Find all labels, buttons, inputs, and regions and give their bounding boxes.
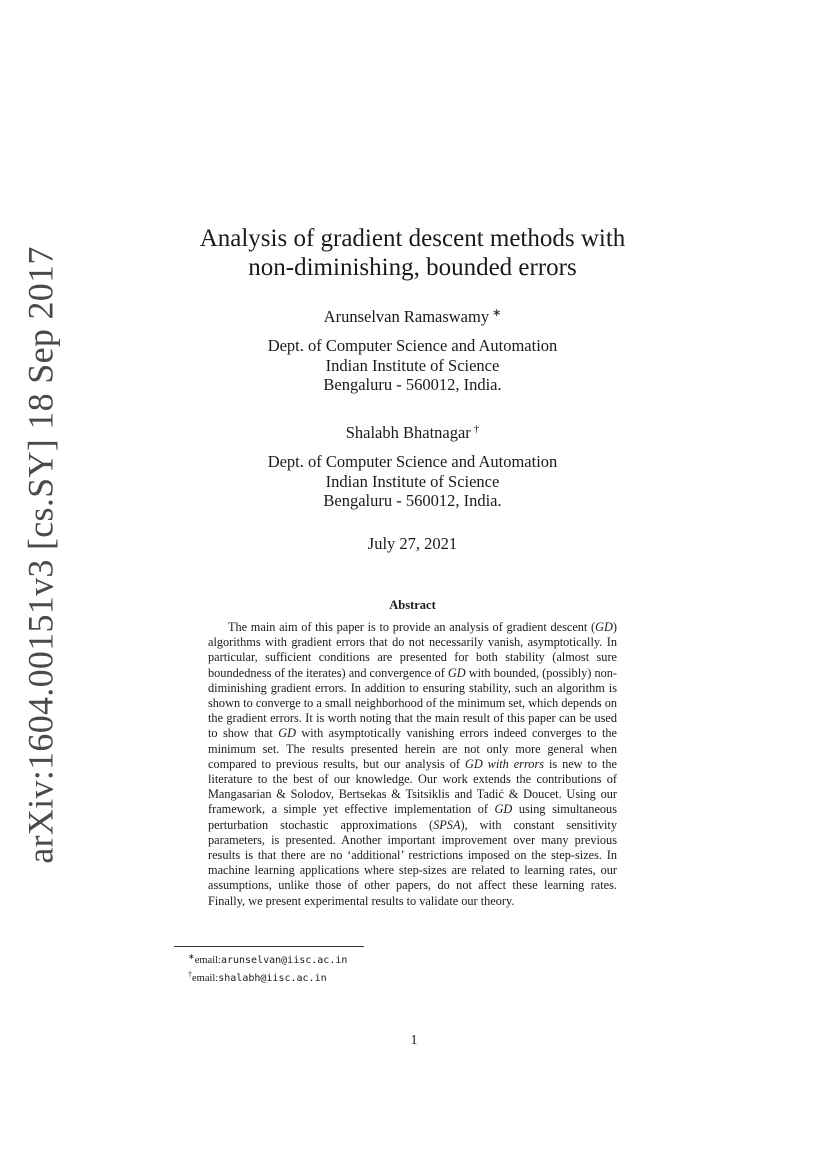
abstract-text: is new to the literature to the best of our knowledge. Our work extends the contributions of Mangasarian & Solodov, Bertsekas & Tsitsiklis and Tadić & Doucet. Using our framework, a simple yet effective implementation of: [208, 756, 618, 817]
paper-date: July 27, 2021: [367, 534, 458, 553]
author-2-name: [160, 420, 665, 443]
author-2-affiliation-line-1: Dept. of Computer Science and Automation: [267, 452, 558, 471]
abstract-text: ) algorithms with gradient errors that do not necessarily vanish, asymptotically. In particular, sufficient conditions are presented for both stability (almost sure boundedness of the iterates) and convergence of: [208, 620, 617, 680]
footnote-author-2-email: [188, 968, 347, 986]
author-1-affiliation-line-2: Indian Institute of Science: [325, 355, 500, 375]
footnote-label: email:: [192, 973, 219, 984]
title-line-1: Analysis of gradient descent methods with: [199, 225, 626, 252]
abstract-math-gd: GD: [278, 726, 296, 741]
footnote-mark: †: [188, 970, 192, 979]
arxiv-identifier-stamp: [18, 225, 64, 885]
author-2-footnote-mark: †: [473, 423, 480, 435]
abstract-text: The main aim of this paper is to provide an analysis of gradient descent (: [228, 620, 596, 634]
abstract-math-spsa: SPSA: [433, 817, 461, 832]
footnote-divider: [174, 946, 364, 947]
footnote-label: email:: [194, 955, 221, 966]
paper-title: [160, 224, 665, 282]
footnote-author-1-email: [188, 950, 347, 968]
abstract-text: with bounded, (possibly) non-diminishing gradient errors. In addition to ensuring stability, such an algorithm is shown to converge to a small neighborhood of the minimum set, which depends on the gradient errors. It is worth noting that the main result of this paper can be used to show that: [208, 665, 617, 741]
footnotes: [188, 950, 347, 986]
author-1-name: [160, 304, 665, 327]
title-line-2: non-diminishing, bounded errors: [248, 254, 577, 281]
footnote-mark: ∗: [188, 952, 195, 961]
abstract-text: using simultaneous perturbation stochastic approximations (: [208, 802, 617, 832]
author-1-affiliation-line-3: Bengaluru - 560012, India.: [323, 375, 502, 394]
author-2-affiliation-line-3: Bengaluru - 560012, India.: [323, 491, 502, 510]
author-2-affiliation: [160, 452, 665, 511]
email-address[interactable]: arunselvan@iisc.ac.in: [220, 955, 348, 966]
page-number: 1: [410, 1033, 418, 1048]
author-1-footnote-mark: ∗: [492, 307, 502, 319]
abstract-emphasis-gd-with-errors: GD with errors: [464, 756, 545, 771]
abstract-math-gd: GD: [447, 665, 466, 680]
abstract-heading: Abstract: [389, 598, 436, 612]
abstract-math-gd: GD: [494, 802, 513, 817]
abstract-text: ), with constant sensitivity parameters, is presented. Another important improvement over many previous results is that there are no ‘additional’ restrictions imposed on the step-sizes. In machine learning applications where step-sizes are related to learning rates, our assumptions, unlike those of other papers, do not affect these learning rates. Finally, we present experimental results to validate our theory.: [208, 817, 617, 908]
email-address[interactable]: shalabh@iisc.ac.in: [218, 973, 327, 984]
author-2-affiliation-line-2: Indian Institute of Science: [325, 471, 500, 491]
author-1-affiliation-line-1: Dept. of Computer Science and Automation: [267, 336, 558, 355]
author-1-affiliation: [160, 336, 665, 395]
author-2-name-text: Shalabh Bhatnagar: [345, 423, 471, 442]
abstract-text: with asymptotically vanishing errors indeed converges to the minimum set. The results presented herein are not only more general when compared to previous results, but our analysis of: [208, 726, 617, 771]
arxiv-identifier-text: arXiv:1604.00151v3 [cs.SY] 18 Sep 2017: [21, 246, 62, 864]
abstract-math-gd: GD: [595, 620, 613, 634]
abstract-body: [208, 620, 617, 909]
author-1-name-text: Arunselvan Ramaswamy: [323, 307, 490, 326]
